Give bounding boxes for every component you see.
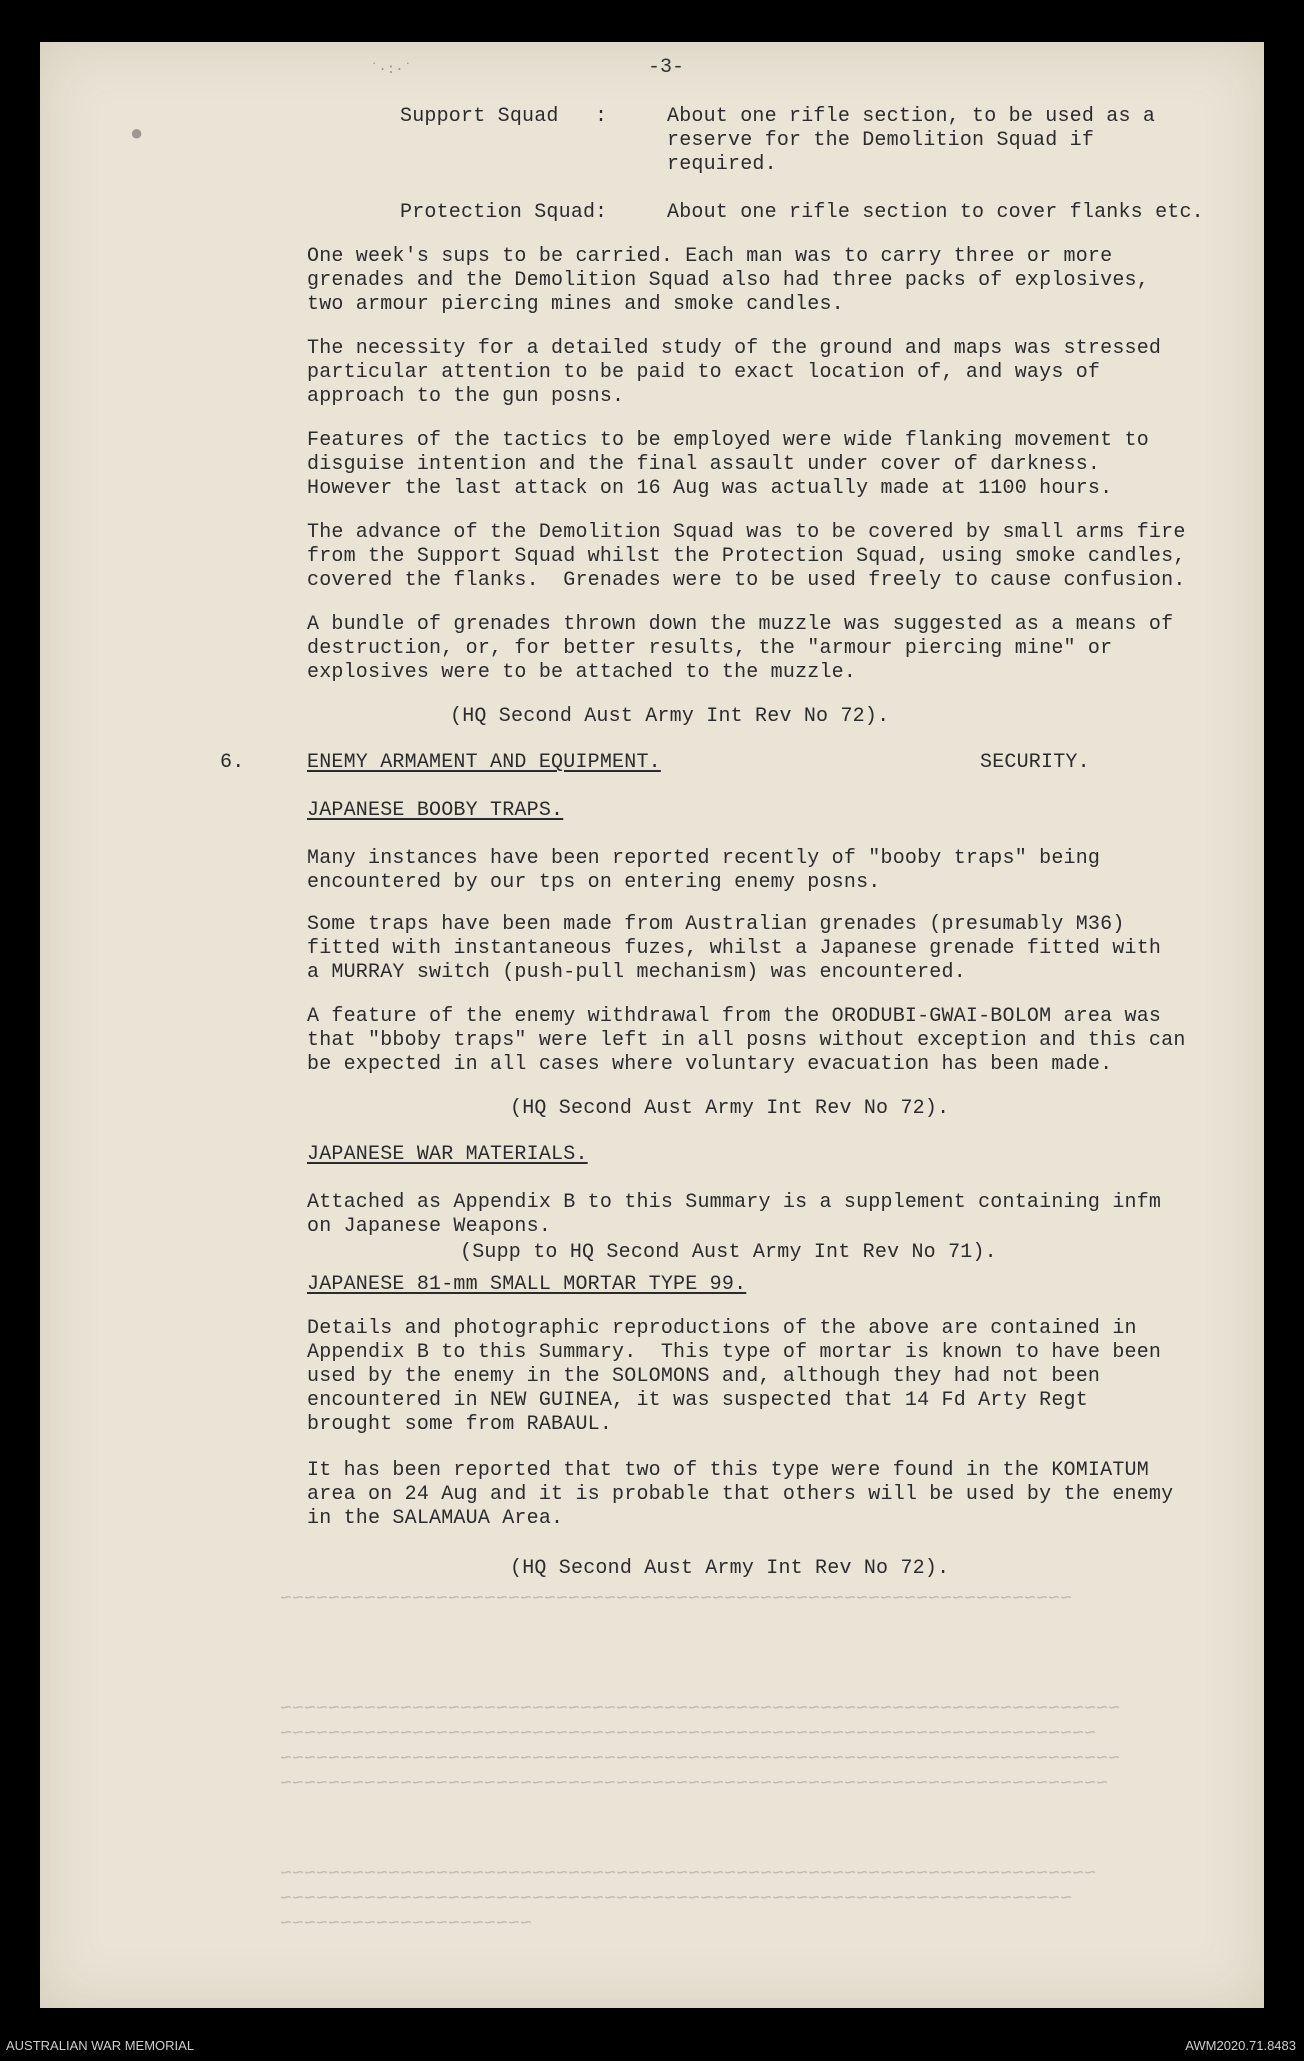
footer-institution: AUSTRALIAN WAR MEMORIAL	[6, 2038, 195, 2053]
mortar-heading: JAPANESE 81-mm SMALL MORTAR TYPE 99.	[307, 1273, 747, 1296]
para-4-line-3: covered the flanks. Grenades were to be used freely to cause confusion.	[307, 569, 1186, 592]
para-2-line-2: particular attention to be paid to exact location of, and ways of	[307, 361, 1101, 384]
para-1-line-2: grenades and the Demolition Squad also had three packs of explosives,	[307, 269, 1149, 292]
bleed-through-text: ~~~~~~~~~~~~~~~~~~~~~~~~~~~~~~~~~~~~~~~~~~~~~~~~~~~~~~~~~~~~~~~~~~~~	[280, 1863, 1097, 1886]
bleed-through-text: ~~~~~~~~~~~~~~~~~~~~~~~~~~~~~~~~~~~~~~~~~~~~~~~~~~~~~~~~~~~~~~~~~~~~~~	[280, 1698, 1121, 1721]
mortar-p2-line-2: area on 24 Aug and it is probable that others will be used by the enemy	[307, 1483, 1174, 1506]
support-squad-label: Support Squad	[400, 105, 559, 128]
protection-squad-line-1: About one rifle section to cover flanks etc.	[667, 201, 1204, 224]
para-4-line-1: The advance of the Demolition Squad was to be covered by small arms fire	[307, 521, 1186, 544]
war-materials-line-1: Attached as Appendix B to this Summary is a supplement containing infm	[307, 1191, 1162, 1214]
para-5-line-1: A bundle of grenades thrown down the muzzle was suggested as a means of	[307, 613, 1174, 636]
para-3-line-3: However the last attack on 16 Aug was actually made at 1100 hours.	[307, 477, 1113, 500]
para-4-line-2: from the Support Squad whilst the Protection Squad, using smoke candles,	[307, 545, 1186, 568]
mortar-p1-line-5: brought some from RABAUL.	[307, 1413, 613, 1436]
mortar-p1-line-2: Appendix B to this Summary. This type of mortar is known to have been	[307, 1341, 1162, 1364]
security-label: SECURITY.	[980, 751, 1090, 774]
war-materials-heading: JAPANESE WAR MATERIALS.	[307, 1143, 588, 1166]
mortar-reference: (HQ Second Aust Army Int Rev No 72).	[510, 1557, 950, 1580]
reference-1: (HQ Second Aust Army Int Rev No 72).	[450, 705, 890, 728]
document-page	[40, 42, 1264, 2008]
booby-reference: (HQ Second Aust Army Int Rev No 72).	[510, 1097, 950, 1120]
para-3-line-1: Features of the tactics to be employed were wide flanking movement to	[307, 429, 1149, 452]
booby-p1-line-2: encountered by our tps on entering enemy posns.	[307, 871, 881, 894]
para-5-line-2: destruction, or, for better results, the "armour piercing mine" or	[307, 637, 1113, 660]
page-number: -3-	[648, 56, 685, 79]
booby-traps-heading: JAPANESE BOOBY TRAPS.	[307, 799, 564, 822]
booby-p1-line-1: Many instances have been reported recently of "booby traps" being	[307, 847, 1101, 870]
booby-p3-line-3: be expected in all cases where voluntary evacuation has been made.	[307, 1053, 1113, 1076]
bleed-through-text: ~~~~~~~~~~~~~~~~~~~~~~~~~~~~~~~~~~~~~~~~~~~~~~~~~~~~~~~~~~~~~~~~~~~~~~	[280, 1748, 1121, 1771]
mortar-p1-line-3: used by the enemy in the SOLOMONS and, although they had not been	[307, 1365, 1101, 1388]
para-3-line-2: disguise intention and the final assault under cover of darkness.	[307, 453, 1101, 476]
para-2-line-1: The necessity for a detailed study of the ground and maps was stressed	[307, 337, 1162, 360]
war-materials-reference: (Supp to HQ Second Aust Army Int Rev No 71).	[460, 1241, 997, 1264]
protection-squad-label: Protection Squad	[400, 201, 596, 224]
booby-p2-line-3: a MURRAY switch (push-pull mechanism) was encountered.	[307, 961, 966, 984]
support-squad-line-1: About one rifle section, to be used as a	[667, 105, 1156, 128]
para-5-line-3: explosives were to be attached to the muzzle.	[307, 661, 857, 684]
booby-p3-line-1: A feature of the enemy withdrawal from the ORODUBI-GWAI-BOLOM area was	[307, 1005, 1162, 1028]
archive-footer	[0, 2030, 1304, 2061]
mortar-p1-line-4: encountered in NEW GUINEA, it was suspected that 14 Fd Arty Regt	[307, 1389, 1088, 1412]
footer-accession-number: AWM2020.71.8483	[1185, 2038, 1296, 2053]
booby-p3-line-2: that "bboby traps" were left in all posns without exception and this can	[307, 1029, 1186, 1052]
bleed-through-text: ~~~~~~~~~~~~~~~~~~~~~	[280, 1913, 533, 1936]
protection-squad-sep: :	[595, 201, 608, 224]
section-number: 6.	[220, 751, 245, 774]
hole-punch-mark: ●	[130, 122, 144, 147]
support-squad-line-2: reserve for the Demolition Squad if	[667, 129, 1095, 152]
mortar-p2-line-1: It has been reported that two of this type were found in the KOMIATUM	[307, 1459, 1149, 1482]
section-title: ENEMY ARMAMENT AND EQUIPMENT.	[307, 751, 661, 774]
ink-smudge: ˙·:·˙	[370, 62, 413, 78]
booby-p2-line-2: fitted with instantaneous fuzes, whilst a Japanese grenade fitted with	[307, 937, 1162, 960]
para-1-line-3: two armour piercing mines and smoke candles.	[307, 293, 844, 316]
bleed-through-text: ~~~~~~~~~~~~~~~~~~~~~~~~~~~~~~~~~~~~~~~~~~~~~~~~~~~~~~~~~~~~~~~~~~	[280, 1888, 1073, 1911]
para-2-line-3: approach to the gun posns.	[307, 385, 625, 408]
support-squad-line-3: required.	[667, 153, 777, 176]
bleed-through-text: ~~~~~~~~~~~~~~~~~~~~~~~~~~~~~~~~~~~~~~~~~~~~~~~~~~~~~~~~~~~~~~~~~~~~~	[280, 1773, 1109, 1796]
bleed-through-text: ~~~~~~~~~~~~~~~~~~~~~~~~~~~~~~~~~~~~~~~~~~~~~~~~~~~~~~~~~~~~~~~~~~~~	[280, 1723, 1097, 1746]
para-1-line-1: One week's sups to be carried. Each man was to carry three or more	[307, 245, 1113, 268]
bleed-through-text: ~~~~~~~~~~~~~~~~~~~~~~~~~~~~~~~~~~~~~~~~~~~~~~~~~~~~~~~~~~~~~~~~~~	[280, 1588, 1073, 1611]
support-squad-sep: :	[595, 105, 608, 128]
mortar-p2-line-3: in the SALAMAUA Area.	[307, 1507, 564, 1530]
booby-p2-line-1: Some traps have been made from Australian grenades (presumably M36)	[307, 913, 1125, 936]
mortar-p1-line-1: Details and photographic reproductions of the above are contained in	[307, 1317, 1137, 1340]
war-materials-line-2: on Japanese Weapons.	[307, 1215, 552, 1238]
